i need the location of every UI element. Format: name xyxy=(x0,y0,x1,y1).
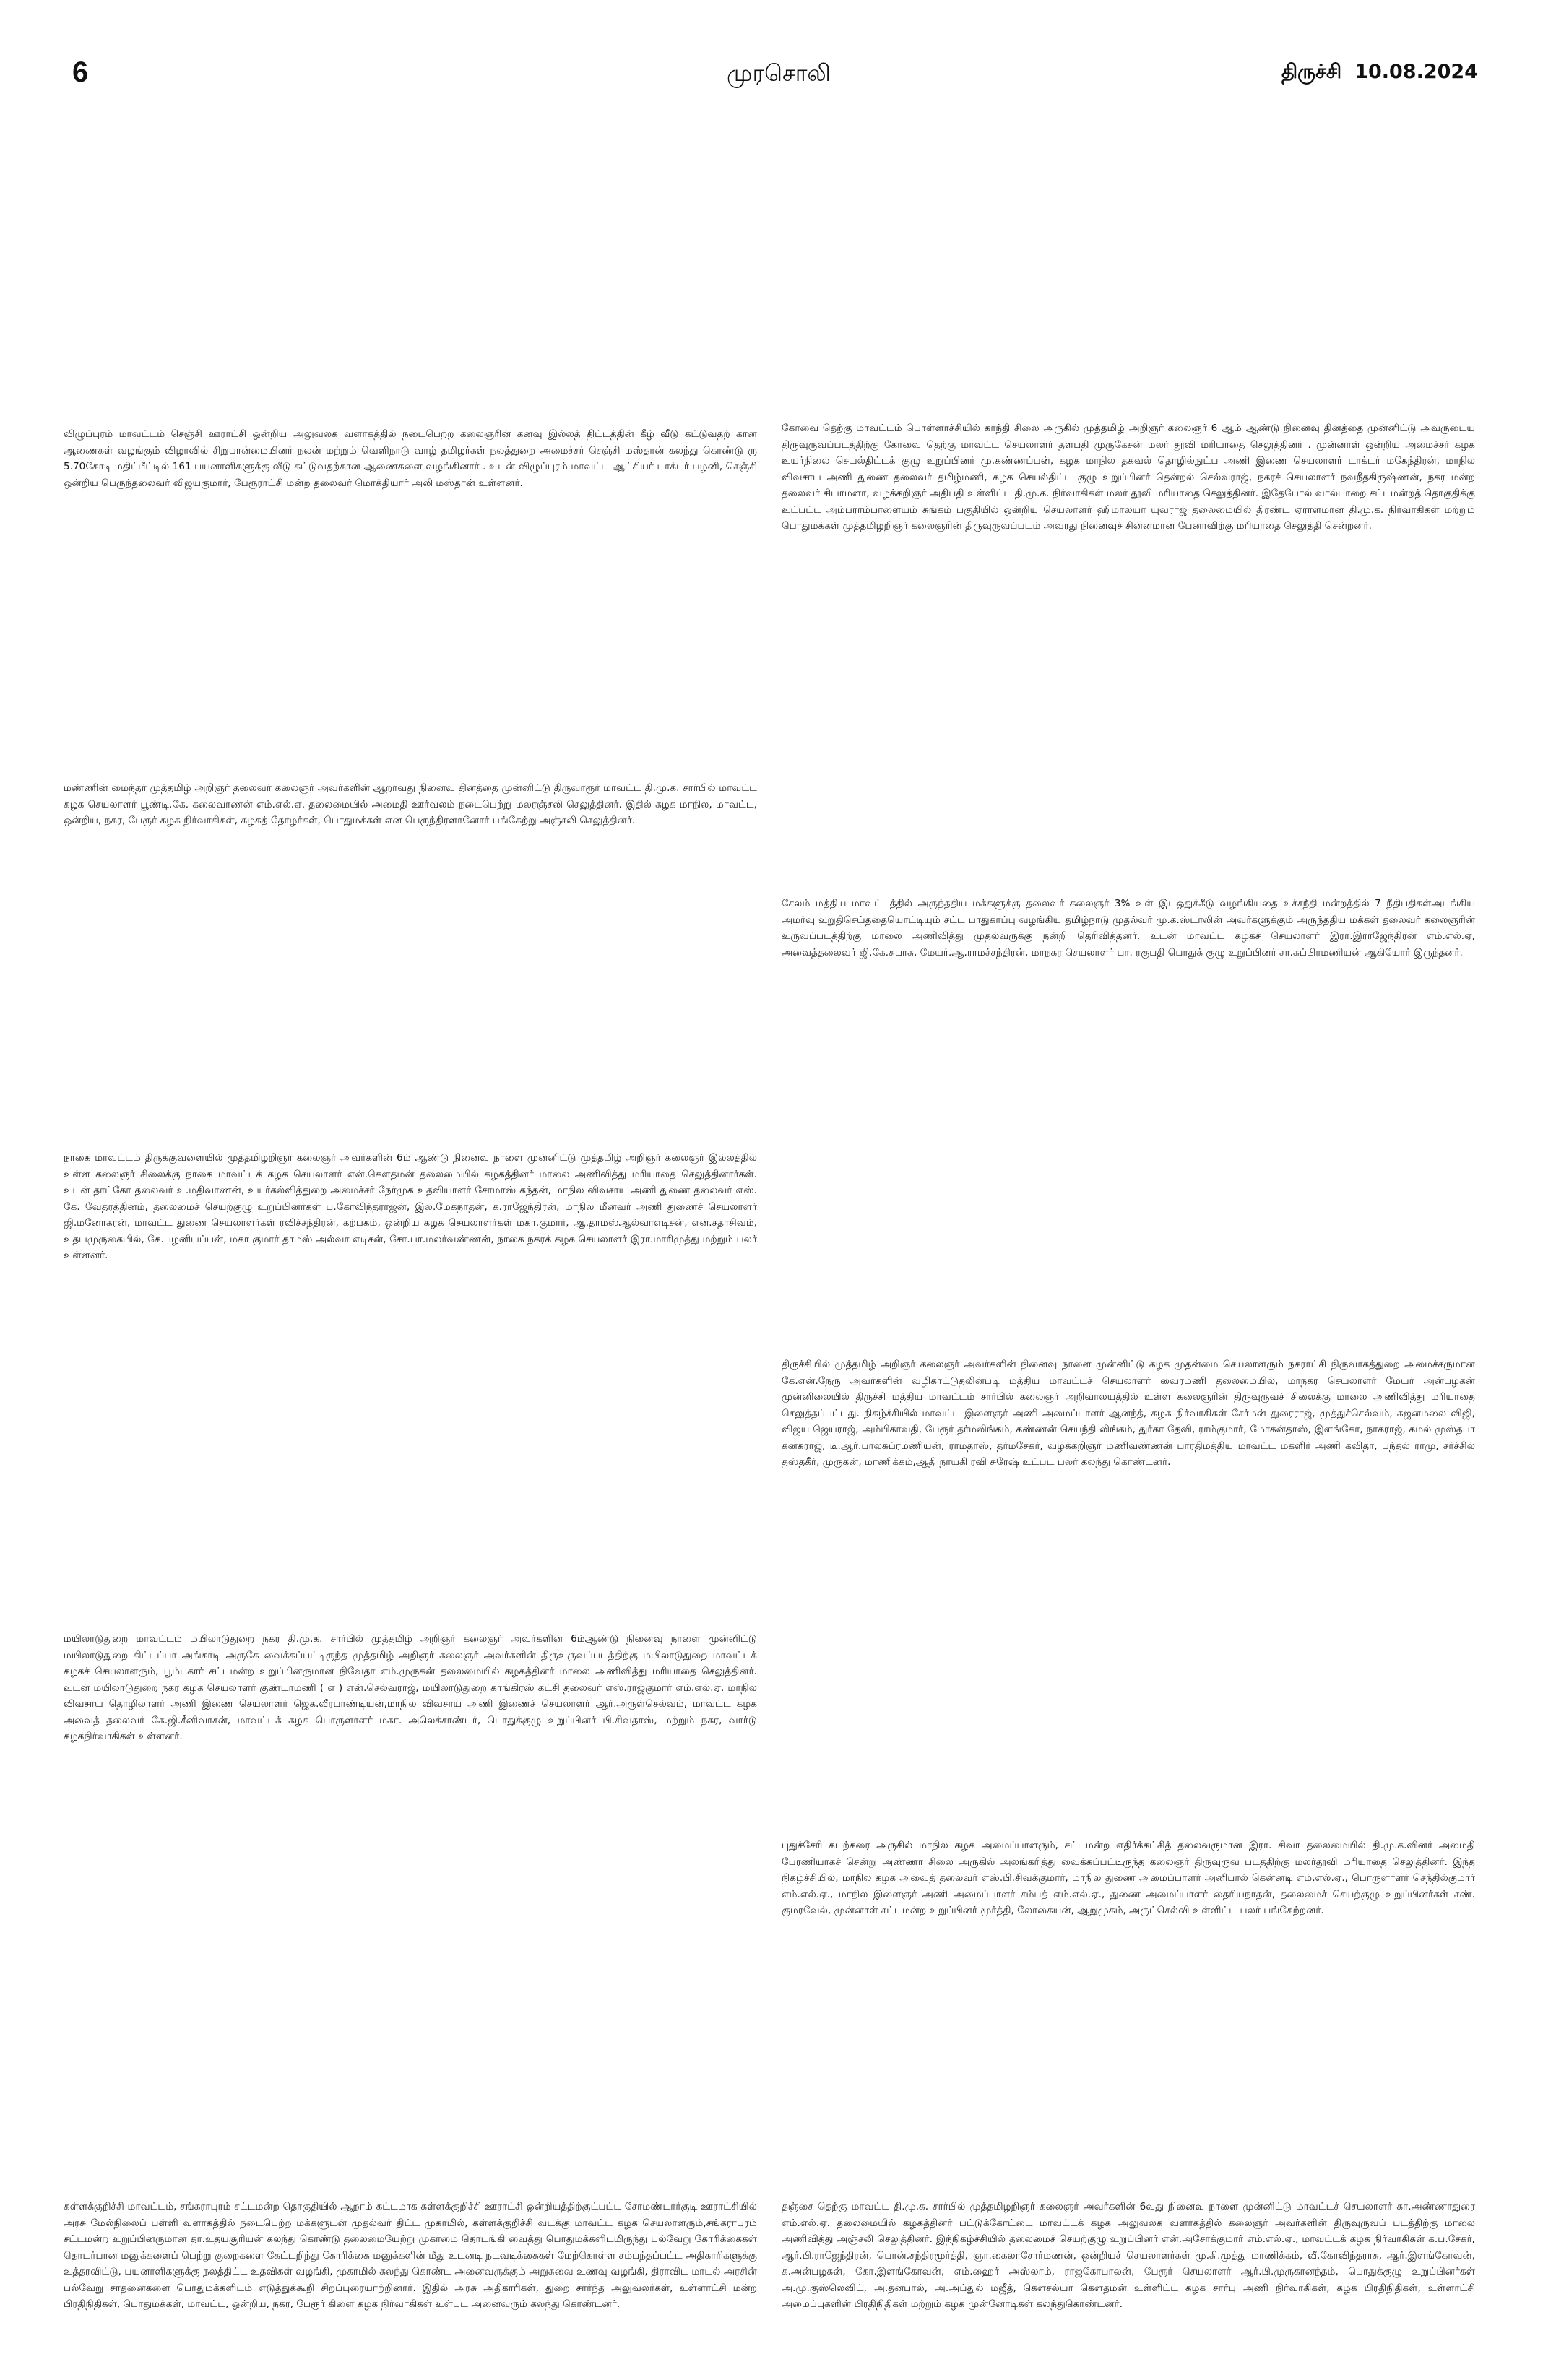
page-header xyxy=(0,0,1543,101)
article-mayiladuthurai: மயிலாடுதுறை மாவட்டம் மயிலாடுதுறை நகர தி.மு.க. சார்பில் முத்தமிழ் அறிஞர் கலைஞர் அவர்களின் 6ம்ஆண்டு நினைவு நாளை முன்னிட்டு மயிலாடுதுறை கிட்டப்பா அங்காடி அருகே வைக்கப்பட்டிருந்த முத்தமிழ் அறிஞர் கலைஞர் அவர்களின் திருஉருவப்படத்திற்கு மயிலாடுதுறை மாவட்டக் கழகச் செயலாளரும், பூம்புகார் சட்டமன்ற உறுப்பினருமான நிவேதா எம்.முருகன் தலைமையில் கழகத்தினர் மாலை அணிவித்து மரியாதை செலுத்தினர். உடன் மயிலாடுதுறை நகர கழக செயலாளர் குண்டாமணி ( எ ) என்.செல்வராஜ், மயிலாடுதுறை காங்கிரஸ் கட்சி தலைவர் எஸ்.ராஜ்குமார் எம்.எல்.ஏ. மாநில விவசாய தொழிலாளர் அணி இணை செயலாளர் ஜெக.வீரபாண்டியன்,மாநில விவசாய அணி இணைச் செயலாளர் ஆர்.அருள்செல்வம், மாவட்ட கழக அவைத் தலைவர் கே.ஜி.சீனிவாசன், மாவட்டக் கழக பொருளாளர் மகா. அலெக்சாண்டர், பொதுக்குழு உறுப்பினர் பி.சிவதாஸ், மற்றும் நகர, வார்டு கழகநிர்வாகிகள் உள்ளனர். xyxy=(64,1633,757,1742)
article-tiruvarur: மண்ணின் மைந்தர் முத்தமிழ் அறிஞர் தலைவர் கலைஞர் அவர்களின் ஆறாவது நினைவு தினத்தை முன்னிட்டு திருவாரூர் மாவட்ட தி.மு.க. சார்பில் மாவட்ட கழக செயலாளர் பூண்டி.கே. கலைவாணன் எம்.எல்.ஏ. தலைமையில் அமைதி ஊர்வலம் நடைபெற்று மலரஞ்சலி செலுத்தினர். இதில் கழக மாநில, மாவட்ட, ஒன்றிய, நகர, பேரூர் கழக நிர்வாகிகள், கழகத் தோழர்கள், பொதுமக்கள் என பெருந்திரளானோர் பங்கேற்று அஞ்சலி செலுத்தினர். xyxy=(64,782,757,826)
article-puducherry: புதுச்சேரி கடற்கரை அருகில் மாநில கழக அமைப்பாளரும், சட்டமன்ற எதிர்க்கட்சித் தலைவருமான இரா. சிவா தலைமையில் தி.மு.க.வினர் அமைதி பேரணியாகச் சென்று அண்ணா சிலை அருகில் அலங்கரித்து வைக்கப்பட்டிருந்த கலைஞர் திருவுருவ படத்திற்கு மலர்தூவி மரியாதை செலுத்தினர். இந்த நிகழ்ச்சியில், மாநில கழக அவைத் தலைவர் எஸ்.பி.சிவக்குமார், மாநில துணை அமைப்பாளர் அனிபால் கென்னடி எம்.எல்.ஏ., பொருளாளர் செந்தில்குமார் எம்.எல்.ஏ., மாநில இளைஞர் அணி அமைப்பாளர் சம்பத் எம்.எல்.ஏ., துணை அமைப்பாளர் தைரியநாதன், தலைமைச் செயற்குழு உறுப்பினர்கள் சண். குமரவேல், முன்னாள் சட்டமன்ற உறுப்பினர் மூர்த்தி, லோகையன், ஆறுமுகம், அருட்செல்வி உள்ளிட்ட பலர் பங்கேற்றனர். xyxy=(782,1840,1475,1916)
page-number: 6 xyxy=(72,56,89,88)
edition-name: திருச்சி xyxy=(1281,61,1342,83)
article-nagai: நாகை மாவட்டம் திருக்குவளையில் முத்தமிழறிஞர் கலைஞர் அவர்களின் 6ம் ஆண்டு நினைவு நாளை முன்னிட்டு முத்தமிழ் அறிஞர் கலைஞர் இல்லத்தில் உள்ள கலைஞர் சிலைக்கு நாகை மாவட்டக் கழக செயலாளர் என்.கௌதமன் தலைமையில் கழகத்தினர் மாலை அணிவித்து மரியாதை செலுத்தினார்கள். உடன் தாட்கோ தலைவர் உ.மதிவாணன், உயர்கல்வித்துறை அமைச்சர் நேர்முக உதவியாளர் சோமாஸ் கந்தன், மாநில விவசாய அணி துணை தலைவர் எஸ். கே. வேதரத்தினம், தலைமைச் செயற்குழு உறுப்பினர்கள் ப.கோவிந்தராஜன், இல.மேகநாதன், க.ராஜேந்திரன், மாநில மீனவர் அணி துணைச் செயலாளர் ஜி.மனோகரன், மாவட்ட துணை செயலாளர்கள் ரவிச்சந்திரன், கற்பகம், ஒன்றிய கழக செயலாளர்கள் மகா.குமார், ஆ.தாமஸ்ஆல்வாஎடிசன், என்.சதாசிவம், உதயமுருகையில், கே.பழனியப்பன், மகா குமார் தாமஸ் அல்வா எடிசன், சோ.பா.மலர்வண்ணன், நாகை நகரக் கழக செயலாளர் இரா.மாரிமுத்து மற்றும் பலர் உள்ளனர். xyxy=(64,1152,757,1261)
issue-date: 10.08.2024 xyxy=(1354,61,1478,83)
article-viluppuram: விழுப்புரம் மாவட்டம் செஞ்சி ஊராட்சி ஒன்றிய அலுவலக வளாகத்தில் நடைபெற்ற கலைஞரின் கனவு இல்லத் திட்டத்தின் கீழ் வீடு கட்டுவதற் கான ஆணைகள் வழங்கும் விழாவில் சிறுபான்மையினர் நலன் மற்றும் வெளிநாடு வாழ் தமிழர்கள் நலத்துறை அமைச்சர் செஞ்சி மஸ்தான் கலந்து கொண்டு ரூ 5.70கோடி மதிப்பீட்டில் 161 பயனாளிகளுக்கு வீடு கட்டுவதற்கான ஆணைகளை வழங்கினார் . உடன் விழுப்புரம் மாவட்ட ஆட்சியர் டாக்டர் பழனி, செஞ்சி ஒன்றிய பெருந்தலைவர் விஜயகுமார், பேரூராட்சி மன்ற தலைவர் மொக்தியார் அலி மஸ்தான் உள்ளனர். xyxy=(64,428,757,489)
article-salem: சேலம் மத்திய மாவட்டத்தில் அருந்ததிய மக்களுக்கு தலைவர் கலைஞர் 3% உள் இடஒதுக்கீடு வழங்கியதை உச்சநீதி மன்றத்தில் 7 நீதிபதிகள்அடங்கிய அமர்வு உறுதிசெய்ததையொட்டியும் சட்ட பாதுகாப்பு வழங்கிய தமிழ்நாடு முதல்வர் மு.க.ஸ்டாலின் அவர்களுக்கும் அருந்ததிய மக்கள் தலைவர் கலைஞரின் உருவப்படத்திற்கு மாலை அணிவித்து முதல்வருக்கு நன்றி தெரிவித்தனர். உடன் மாவட்ட கழகச் செயலாளர் இரா.இராஜேந்திரன் எம்.எல்.ஏ, அவைத்தலைவர் ஜி.கே.சுபாசு, மேயர்.ஆ.ராமச்சந்திரன், மாநகர செயலாளர் பா. ரகுபதி பொதுக் குழு உறுப்பினர் சா.சுப்பிரமணியன் ஆகியோர் இருந்தனர். xyxy=(782,898,1475,959)
newspaper-name: முரசொலி xyxy=(727,59,831,87)
article-trichy: திருச்சியில் முத்தமிழ் அறிஞர் கலைஞர் அவர்களின் நினைவு நாளை முன்னிட்டு கழக முதன்மை செயலாளரும் நகராட்சி நிருவாகத்துறை அமைச்சருமான கே.என்.நேரு அவர்களின் வழிகாட்டுதலின்படி மத்திய மாவட்டச் செயலாளர் வைரமணி தலைமையில், மாநகர செயலாளர் மேயர் அன்பழகன் முன்னிலையில் திருச்சி மத்திய மாவட்டம் சார்பில் கலைஞர் அறிவாலயத்தில் உள்ள கலைஞரின் திருவுருவச் சிலைக்கு மாலை அணிவித்து மரியாதை செலுத்தப்பட்டது. நிகழ்ச்சியில் மாவட்ட இளைஞர் அணி அமைப்பாளர் ஆனந்த், கழக நிர்வாகிகள் சேர்மன் துரைராஜ், முத்துச்செல்வம், கஜனமலை விஜி, விஜய ஜெயராஜ், அம்பிகாவதி, பேரூர் தர்மலிங்கம், கண்ணன் செயந்தி லிங்கம், துர்கா தேவி, ராம்குமார், மோகன்தாஸ், இளங்கோ, நாகராஜ், கமல் முஸ்தபா கனகராஜ், டீ.ஆர்.பாலசுப்ரமணியன், ராமதாஸ், தர்மசேகர், வழக்கறிஞர் மணிவண்ணன் பாரதிமத்திய மாவட்ட மகளிர் அணி கவிதா, பந்தல் ராமு, சர்ச்சில் தஸ்தகீர், முருகன், மாணிக்கம்,ஆதி நாயகி ரவி சுரேஷ் உட்பட பலர் கலந்து கொண்டனர். xyxy=(782,1359,1475,1468)
article-thanjavur: தஞ்சை தெற்கு மாவட்ட தி.மு.க. சார்பில் முத்தமிழறிஞர் கலைஞர் அவர்களின் 6வது நினைவு நாளை முன்னிட்டு மாவட்டச் செயலாளர் கா.அண்ணாதுரை எம்.எல்.ஏ. தலைமையில் கழகத்தினர் பட்டுக்கோட்டை மாவட்டக் கழக அலுவலக வளாகத்தில் கலைஞர் அவர்களின் திருவுருவப் படத்திற்கு மாலை அணிவித்து அஞ்சலி செலுத்தினர். இந்நிகழ்ச்சியில் தலைமைச் செயற்குழு உறுப்பினர் என்.அசோக்குமார் எம்.எல்.ஏ., மாவட்டக் கழக நிர்வாகிகள் க.ப.சேகர், ஆர்.பி.ராஜேந்திரன், பொன்.சந்திரமூர்த்தி, ஞா.கைலாசோர்மணன், ஒன்றியச் செயலாளர்கள் மு.கி.முத்து மாணிக்கம், வீ.கோவிந்தராசு, ஆர்.இளங்கோவன், க.அன்பழகன், கோ.இளங்கோவன், எம்.ஹைர் அஸ்லாம், ராஜகோபாலன், பேரூர் செயலாளர் ஆர்.பி.முருகானந்தம், பொதுக்குழு உறுப்பினர்கள் அ.மு.குஸ்லெவிட், அ.தனபால், அ.அப்துல் மஜீத், கௌசல்யா கௌதமன் உள்ளிட்ட கழக சார்பு அணி நிர்வாகிகள், கழக பிரதிநிதிகள், உள்ளாட்சி அமைப்புகளின் பிரதிநிதிகள் மற்றும் கழக முன்னோடிகள் கலந்துகொண்டனர். xyxy=(782,2201,1475,2310)
article-kallakurichi: கள்ளக்குறிச்சி மாவட்டம், சங்கராபுரம் சட்டமன்ற தொகுதியில் ஆறாம் கட்டமாக கள்ளக்குறிச்சி ஊராட்சி ஒன்றியத்திற்குட்பட்ட சோமண்டார்குடி ஊராட்சியில் அரசு மேல்நிலைப் பள்ளி வளாகத்தில் நடைபெற்ற மக்களுடன் முதல்வர் திட்ட முகாமில், கள்ளக்குறிச்சி வடக்கு மாவட்ட கழக செயலாளரும்,சங்கராபுரம் சட்டமன்ற உறுப்பினருமான தா.உதயசூரியன் கலந்து கொண்டு தலைமையேற்று முகாமை தொடங்கி வைத்து பொதுமக்களிடமிருந்து பல்வேறு கோரிக்கைகள் தொடர்பான மனுக்களைப் பெற்று குறைகளை கேட்டறிந்து கோரிக்கை மனுக்களின் மீது உடனடி நடவடிக்கைகள் மேற்கொள்ள சம்பந்தப்பட்ட அதிகாரிகளுக்கு உத்தரவிட்டு, பயனாளிகளுக்கு நலத்திட்ட உதவிகள் வழங்கி, முகாமில் கலந்து கொண்ட அனைவருக்கும் அறுசுவை உணவு வழங்கி, திராவிட மாடல் அரசின் பல்வேறு சாதனைகளை பொதுமக்களிடம் எடுத்துக்கூறி சிறப்புரையாற்றினார். இதில் அரசு அதிகாரிகள், துறை சார்ந்த அலுவலர்கள், உள்ளாட்சி மன்ற பிரதிநிதிகள், பொதுமக்கள், மாவட்ட, ஒன்றிய, நகர, பேரூர் கிளை கழக நிர்வாகிகள் உள்பட அனைவரும் கலந்து கொண்டனர். xyxy=(64,2201,757,2310)
article-coimbatore: கோவை தெற்கு மாவட்டம் பொள்ளாச்சியில் காந்தி சிலை அருகில் முத்தமிழ் அறிஞர் கலைஞர் 6 ஆம் ஆண்டு நினைவு தினத்தை முன்னிட்டு அவருடைய திருவுருவப்படத்திற்கு கோவை தெற்கு மாவட்ட செயலாளர் தளபதி முருகேசன் மலர் தூவி மரியாதை செலுத்தினர் . முன்னாள் ஒன்றிய அமைச்சர் கழக உயர்நிலை செயல்திட்டக் குழு உறுப்பினர் மு.கண்ணப்பன், கழக மாநில தகவல் தொழில்நுட்ப அணி இணை செயலாளர் டாக்டர் மகேந்திரன், மாநில விவசாய அணி துணை தலைவர் தமிழ்மணி, கழக செயல்திட்ட குழு உறுப்பினர் தென்றல் செல்வராஜ், நகரச் செயலாளர் நவநீதகிருஷ்ணன், நகர மன்ற தலைவர் சியாமளா, வழக்கறிஞர் அதிபதி உள்ளிட்ட தி.மு.க. நிர்வாகிகள் மலர் தூவி மரியாதை செலுத்தினர். இதேபோல் வால்பாறை சட்டமன்றத் தொகுதிக்கு உட்பட்ட அம்பராம்பாளையம் சுங்கம் பகுதியில் ஒன்றிய செயலாளர் ஹிமாலயா யுவராஜ் தலைமையில் திரண்ட ஏராளமான தி.மு.க. நிர்வாகிகள் மற்றும் பொதுமக்கள் முத்தமிழறிஞர் கலைஞரின் திருவுருவப்படம் அவரது நினைவுச் சின்னமான பேனாவிற்கு மரியாதை செலுத்தி சென்றனர். xyxy=(782,423,1475,532)
edition-date xyxy=(1268,61,1478,86)
